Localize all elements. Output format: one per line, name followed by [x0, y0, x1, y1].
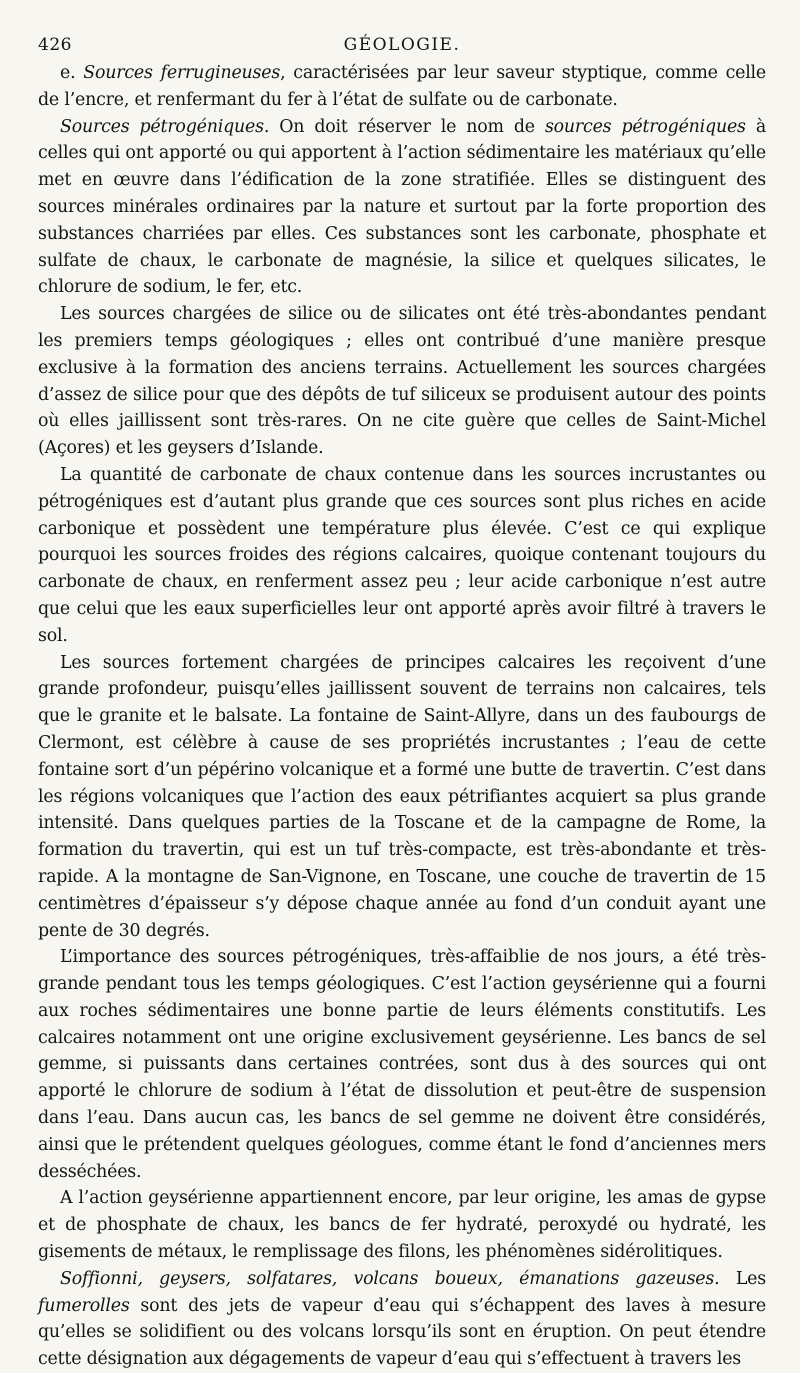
paragraph-text: à celles qui ont apporté ou qui apportent à l’action sédimentaire les matériaux qu’elle met en œuvre dans l’édification de la zone stratifiée. Elles se distinguent des sources minérales ordinaires par la nature et surtout par la forte proportion des substances charriées par elles. Ces substances sont les carbonate, phosphate et sulfate de chaux, le carbonate de magnésie, la silice et quelques silicates, le chlorure de sodium, le fer, etc.: [38, 116, 767, 298]
paragraph-text: sont des jets de vapeur d’eau qui s’échappent des laves à mesure qu’elles se solidifient ou des volcans lorsqu’ils sont en éruption. On peut étendre cette désignation aux dégagements de vapeur d’eau qui s’effectuent à travers les: [38, 1295, 766, 1370]
paragraph-text: On doit réserver le nom de: [269, 116, 545, 137]
section-label: e.: [60, 63, 76, 83]
paragraph-geyserian-deposits: A l’action geysérienne appartiennent encore, par leur origine, les amas de gypse et de phosphate de chaux, les bancs de fer hydraté, peroxydé ou hydraté, les gisements de métaux, le remplissage des filons, les phénomènes sidérolitiques.: [38, 1188, 766, 1263]
page-number: 426: [38, 35, 72, 55]
paragraph-fumaroles: [38, 1266, 766, 1373]
paragraph-silica-springs: Les sources chargées de silice ou de silicates ont été très-abondantes pendant les premiers temps géologiques ; elles ont contribué d’une manière presque exclusive à la formation des anciens terrains. Actuellement les sources chargées d’assez de silice pour que des dépôts de tuf siliceux se produisent autour des points où elles jaillissent sont très-rares. On ne cite guère que celles de Saint-Michel (Açores) et les geysers d’Islande.: [38, 304, 766, 459]
page-header: [38, 30, 766, 60]
paragraph-carbonate-quantity: La quantité de carbonate de chaux contenue dans les sources incrustantes ou pétrogéniques est d’autant plus grande que ces sources sont plus riches en acide carbonique et possèdent une température plus élevée. C’est ce qui explique pourquoi les sources froides des régions calcaires, quoique contenant toujours du carbonate de chaux, en renferment assez peu ; leur acide carbonique n’est autre que celui que les eaux superficielles leur ont apporté après avoir filtré à travers le sol.: [38, 464, 766, 646]
term-sources-petrogeniques: Sources pétrogéniques.: [60, 116, 270, 137]
paragraph-calcareous-springs: Les sources fortement chargées de principes calcaires les reçoivent d’une grande profondeur, puisqu’elles jaillissent souvent de terrains non calcaires, tels que le granite et le balsate. La fontaine de Saint-Allyre, dans un des faubourgs de Clermont, est célèbre à cause de ses propriétés incrustantes ; l’eau de cette fontaine sort d’un pépérino volcanique et a formé une butte de travertin. C’est dans les régions volcaniques que l’action des eaux pétrifiantes acquiert sa plus grande intensité. Dans quelques parties de la Toscane et de la campagne de Rome, la formation du travertin, qui est un tuf très-compacte, est très-abondante et très-rapide. A la montagne de San-Vignone, en Toscane, une couche de travertin de 15 centimètres d’épaisseur s’y dépose chaque année au fond d’un conduit ayant une pente de 30 degrés.: [38, 652, 766, 941]
term-fumerolles: fumerolles: [38, 1295, 130, 1316]
term-inline-sources-petrogeniques: sources pétrogéniques: [544, 116, 746, 137]
paragraph-petrogenic-springs: [38, 114, 766, 302]
body-text: [38, 60, 766, 1373]
paragraph-text: Les: [719, 1268, 766, 1289]
paragraph-ferruginous-springs: [38, 60, 766, 114]
term-sources-ferrugineuses: Sources ferrugineuses: [83, 63, 281, 83]
section-heading-soffionni: Soffionni, geysers, solfatares, volcans boueux, émanations gazeuses.: [60, 1268, 720, 1289]
paragraph-geyserian-importance: L’importance des sources pétrogéniques, très-affaiblie de nos jours, a été très-grande pendant tous les temps géologiques. C’est l’action geysérienne qui a fourni aux roches sédimentaires une bonne partie de leurs éléments constitutifs. Les calcaires notamment ont une origine exclusivement geysérienne. Les bancs de sel gemme, si puissants dans certaines contrées, sont dus à des sources qui ont apporté le chlorure de sodium à l’état de dissolution et peut-être de suspension dans l’eau. Dans aucun cas, les bancs de sel gemme ne doivent être considérés, ainsi que le prétendent quelques géologues, comme étant le fond d’anciennes mers desséchées.: [38, 947, 766, 1182]
paragraph-text: , caractérisées par leur saveur styptique, comme celle de l’encre, et renfermant du fer à l’état de sulfate ou de carbonate.: [38, 63, 767, 110]
running-title: GÉOLOGIE.: [343, 35, 461, 55]
